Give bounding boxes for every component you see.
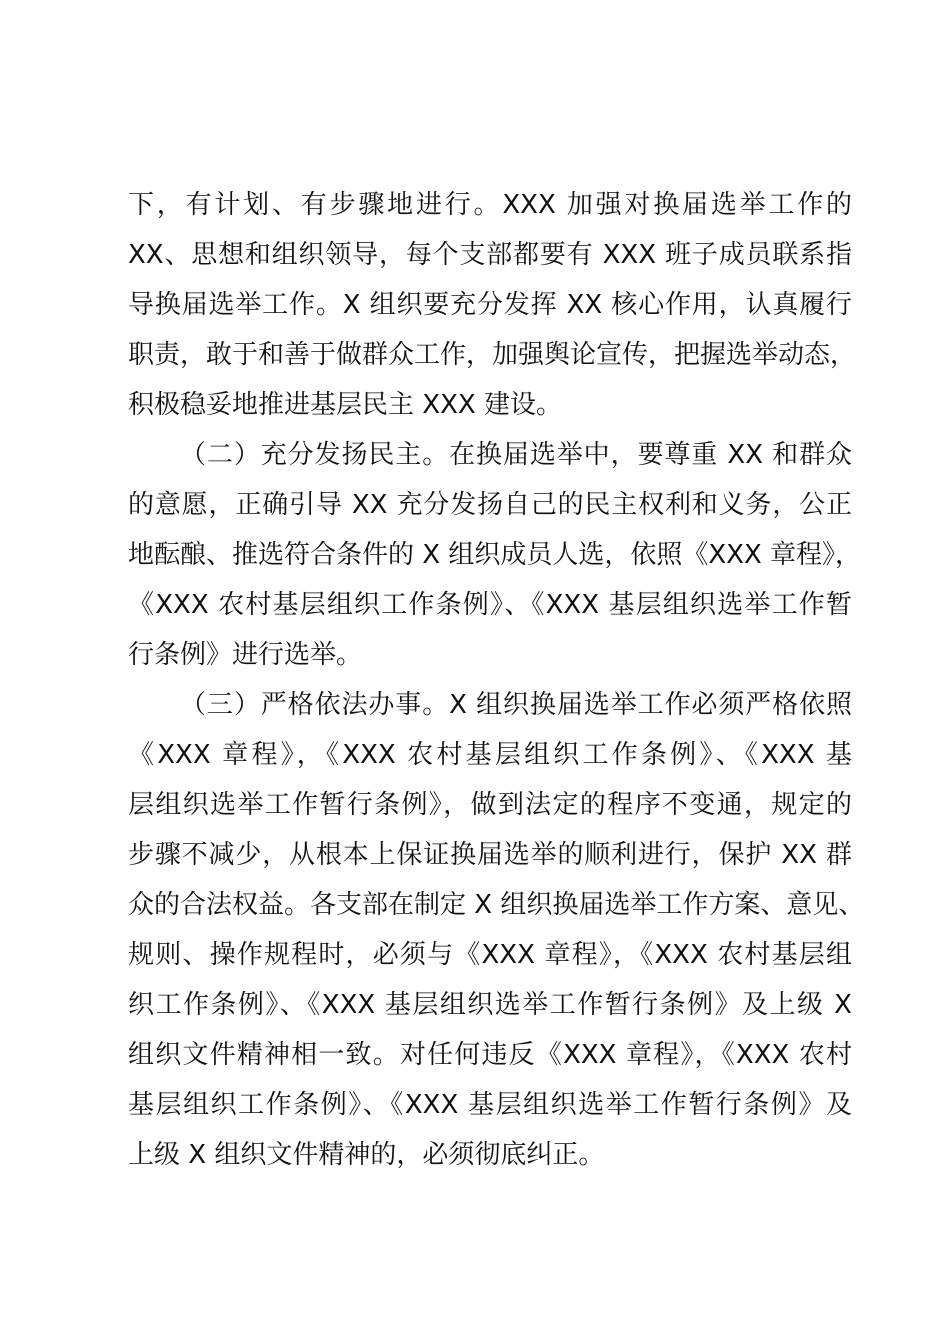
text-line: 步骤不减少，从根本上保证换届选举的顺利进行，保护 XX 群 (128, 840, 852, 870)
text-line: 行条例》进行选举。 (128, 640, 363, 670)
section-heading-line: （三）严格依法办事。X 组织换届选举工作必须严格依照 (180, 690, 852, 720)
text-line: 基层组织工作条例》、《XXX 基层组织选举工作暂行条例》及 (128, 1090, 852, 1120)
text-line: 组织文件精神相一致。对任何违反《XXX 章程》，《XXX 农村 (128, 1040, 852, 1070)
text-line: 上级 X 组织文件精神的，必须彻底纠正。 (128, 1140, 605, 1170)
text-line: 职责，敢于和善于做群众工作，加强舆论宣传，把握选举动态， (128, 340, 857, 370)
text-line: 《XXX 农村基层组织工作条例》、《XXX 基层组织选举工作暂 (128, 590, 852, 620)
text-line: 地酝酿、推选符合条件的 X 组织成员人选，依照《XXX 章程》， (128, 540, 862, 570)
text-line: 规则、操作规程时，必须与《XXX 章程》，《XXX 农村基层组 (128, 940, 852, 970)
text-line: 导换届选举工作。X 组织要充分发挥 XX 核心作用，认真履行 (128, 290, 852, 320)
text-line: XX、思想和组织领导，每个支部都要有 XXX 班子成员联系指 (128, 240, 852, 270)
text-line: 织工作条例》、《XXX 基层组织选举工作暂行条例》及上级 X (128, 990, 852, 1020)
text-line: 众的合法权益。各支部在制定 X 组织换届选举工作方案、意见、 (128, 890, 865, 920)
text-line: 下，有计划、有步骤地进行。XXX 加强对换届选举工作的 (128, 190, 852, 220)
text-line: 《XXX 章程》，《XXX 农村基层组织工作条例》、《XXX 基 (128, 740, 852, 770)
text-line: 积极稳妥地推进基层民主 XXX 建设。 (128, 390, 562, 420)
text-line: 层组织选举工作暂行条例》，做到法定的程序不变通，规定的 (128, 790, 852, 820)
section-heading-line: （二）充分发扬民主。在换届选举中，要尊重 XX 和群众 (180, 440, 852, 470)
text-line: 的意愿，正确引导 XX 充分发扬自己的民主权利和义务，公正 (128, 490, 852, 520)
